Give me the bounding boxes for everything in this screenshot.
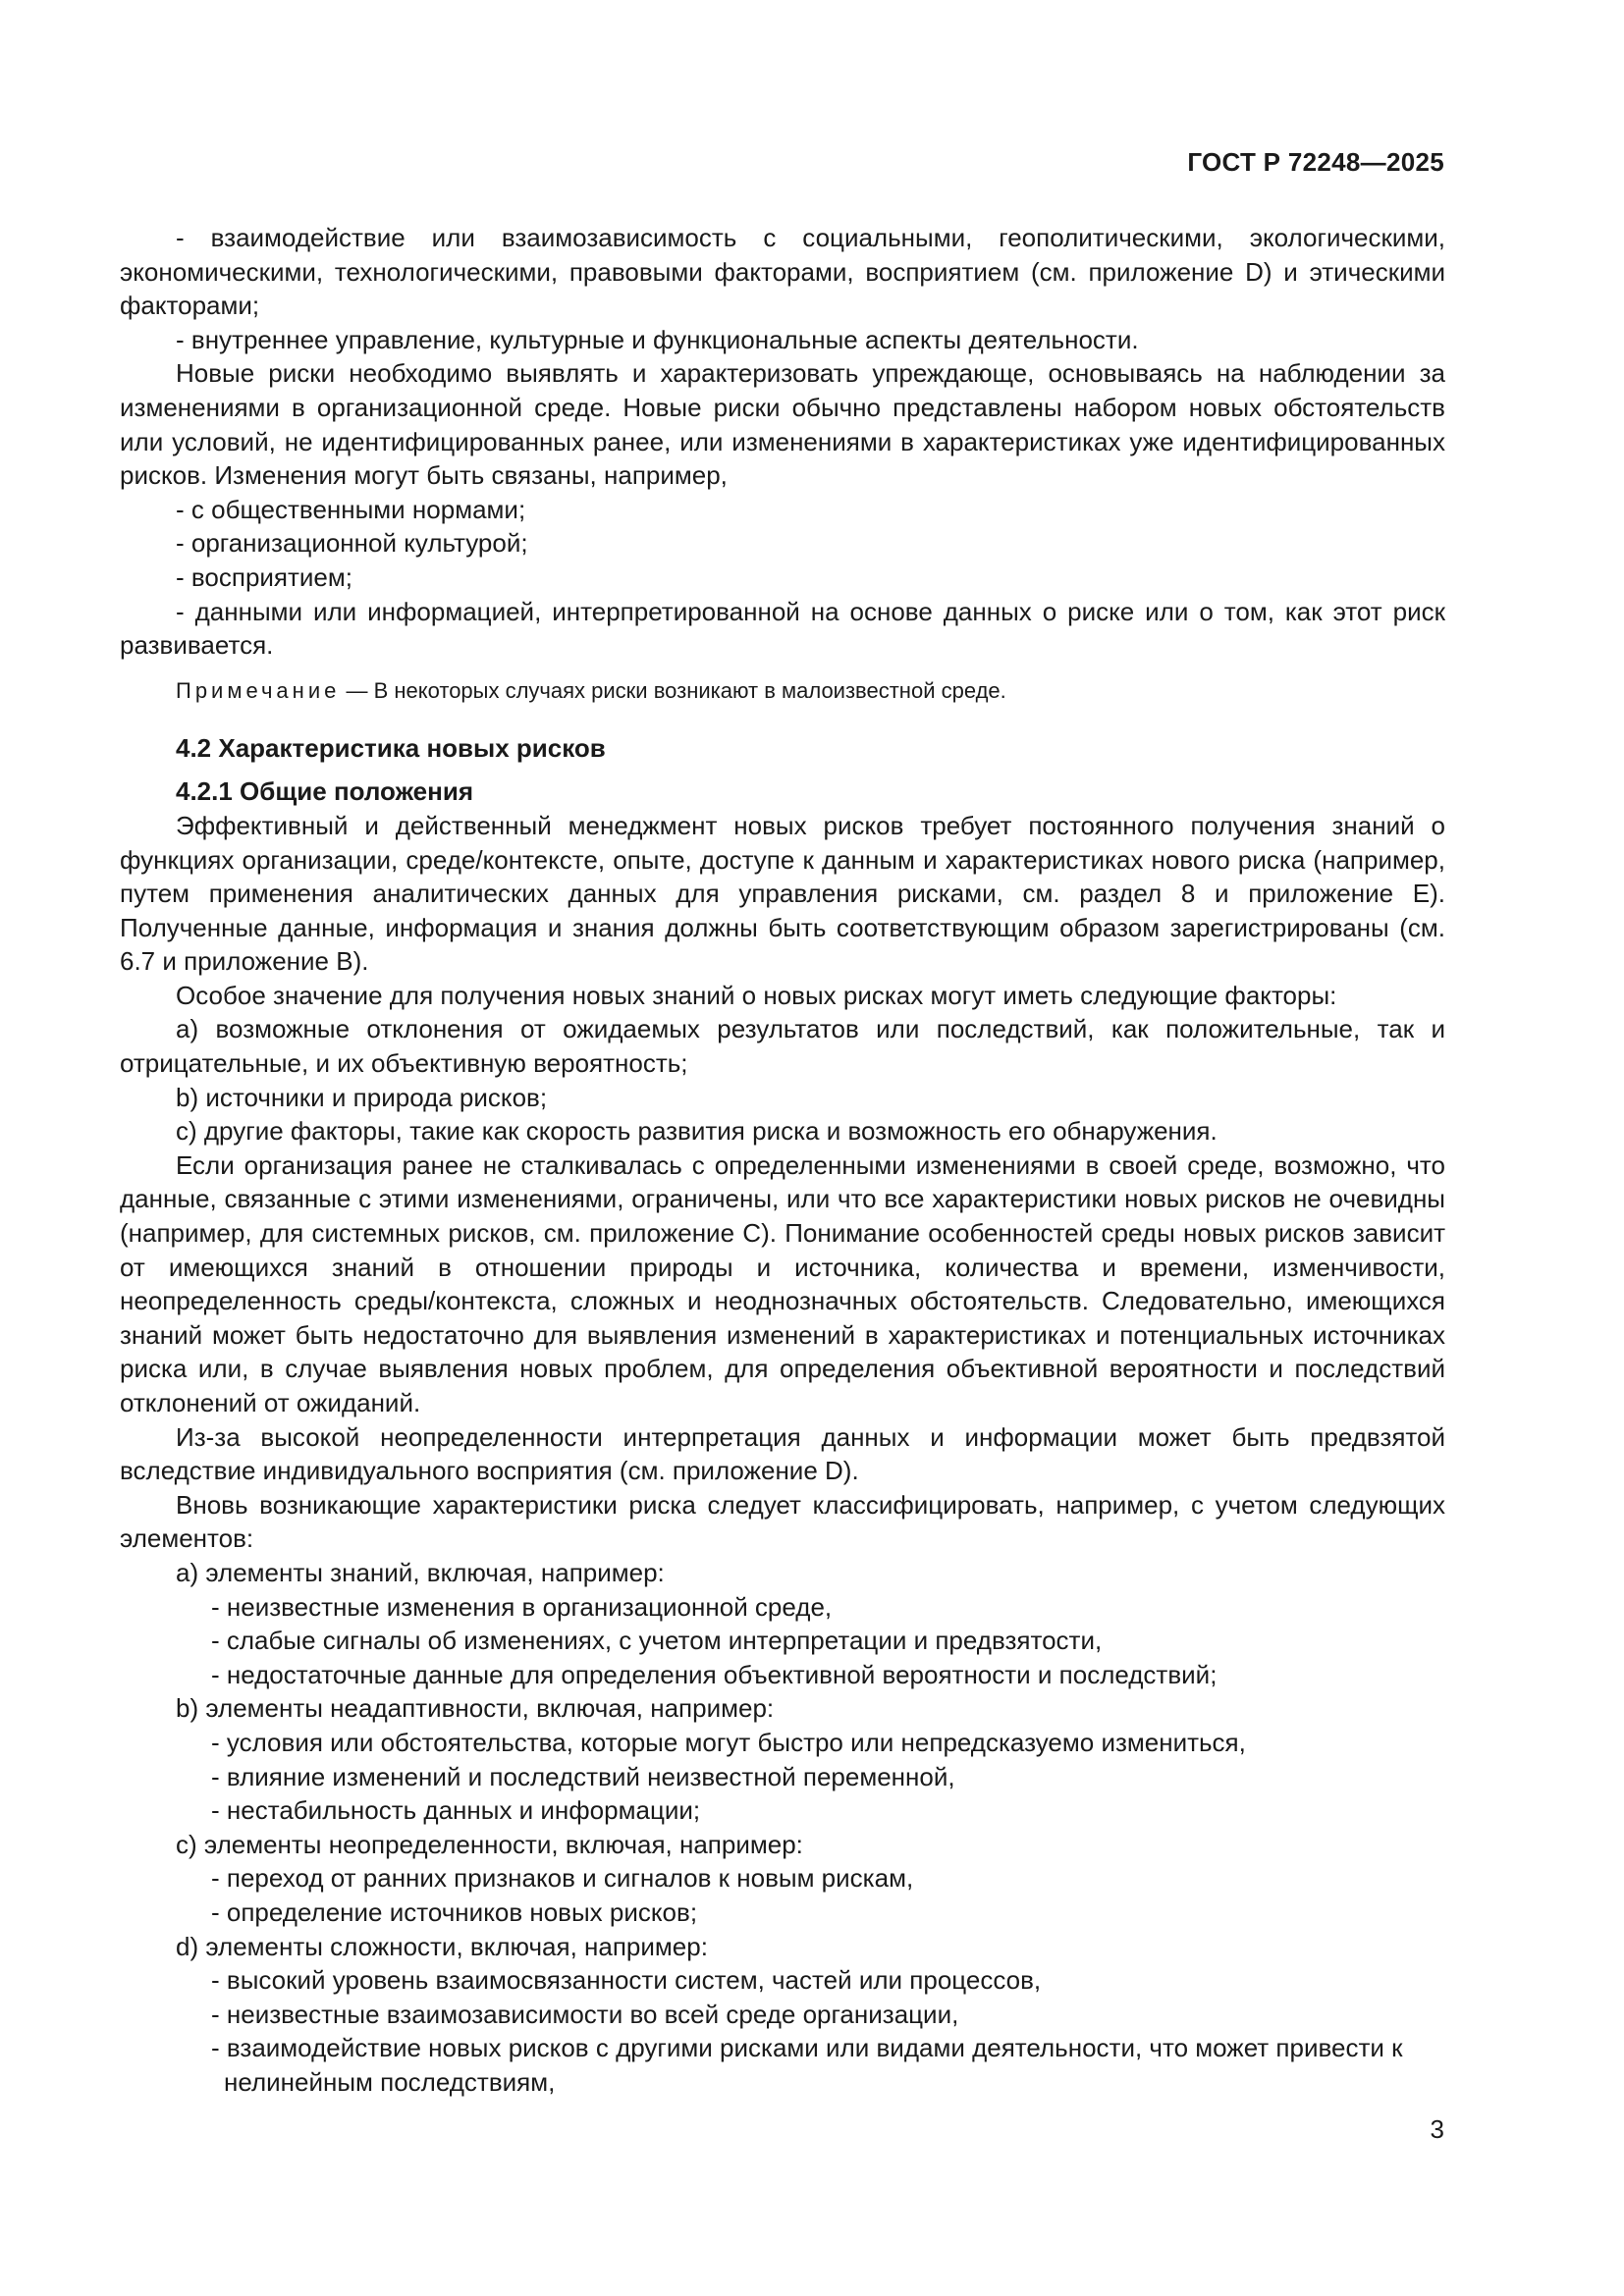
paragraph: Новые риски необходимо выявлять и характеризовать упреждающе, основываясь на наблюдении за изменениями в организационной среде. Новые риски обычно представлены набором новых обстоятельств или условий, не идентифицированных ранее, или изменениями в характеристиках уже идентифицированных рисков. Изменения могут быть связаны, например, (120, 358, 1445, 491)
sub-list-item: - недостаточные данные для определения объективной вероятности и последствий; (211, 1659, 1218, 1689)
sub-list-item: - переход от ранних признаков и сигналов к новым рискам, (211, 1863, 914, 1894)
paragraph: - взаимодействие или взаимозависимость с социальными, геополитическими, экологическими, экономическими, технологическими, правовыми факторами, восприятием (см. приложение D) и этическими факторами; (120, 223, 1445, 321)
list-item: b) источники и природа рисков; (176, 1082, 548, 1112)
list-item: - организационной культурой; (176, 528, 528, 559)
note (120, 676, 1445, 706)
list-item: - с общественными нормами; (176, 494, 526, 524)
page-number: 3 (1430, 2114, 1444, 2144)
paragraph: Вновь возникающие характеристики риска следует классифицировать, например, с учетом следующих элементов: (120, 1489, 1445, 1554)
sub-list-item: - взаимодействие новых рисков с другими рисками или видами деятельности, что может привести к нелинейным последствиям, (211, 2033, 1403, 2097)
list-item: - восприятием; (176, 561, 352, 592)
paragraph: Если организация ранее не сталкивалась с определенными изменениями в своей среде, возможно, что данные, связанные с этими изменениями, ограничены, или что все характеристики новых рисков не очевидны (например, для системных рисков, см. приложение C). Понимание особенностей среды новых рисков зависит от имеющихся знаний в отношении природы и источника, количества и времени, изменчивости, неопределенность среды/контекста, сложных и неоднозначных обстоятельств. Следовательно, имеющихся знаний может быть недостаточно для выявления изменений в характеристиках и потенциальных источниках риска или, в случае выявления новых проблем, для определения объективной вероятности и последствий отклонений от ожиданий. (120, 1149, 1445, 1417)
section-heading: 4.2 Характеристика новых рисков (176, 732, 606, 763)
list-item: c) другие факторы, такие как скорость развития риска и возможность его обнаружения. (176, 1116, 1218, 1147)
note-text: — В некоторых случаях риски возникают в малоизвестной среде. (340, 677, 1006, 703)
list-item: b) элементы неадаптивности, включая, например: (176, 1693, 775, 1724)
sub-list-item: - влияние изменений и последствий неизвестной переменной, (211, 1761, 955, 1791)
sub-list-item: - условия или обстоятельства, которые могут быстро или непредсказуемо измениться, (211, 1727, 1246, 1757)
list-item: - внутреннее управление, культурные и функциональные аспекты деятельности. (176, 324, 1139, 354)
paragraph: Эффективный и действенный менеджмент новых рисков требует постоянного получения знаний о функциях организации, среде/контексте, опыте, доступе к данным и характеристиках нового риска (например, путем применения аналитических данных для управления рисками, см. раздел 8 и приложение E). Полученные данные, информация и знания должны быть соответствующим образом зарегистрированы (см. 6.7 и приложение B). (120, 810, 1445, 977)
paragraph: - данными или информацией, интерпретированной на основе данных о риске или о том, как этот риск развивается. (120, 596, 1445, 661)
document-code: ГОСТ Р 72248—2025 (1187, 147, 1444, 177)
paragraph: Особое значение для получения новых знаний о новых рисках могут иметь следующие факторы: (176, 980, 1337, 1010)
page-content (120, 221, 1445, 2099)
list-item: d) элементы сложности, включая, например: (176, 1931, 708, 1961)
sub-list-item: - нестабильность данных и информации; (211, 1795, 701, 1826)
sub-list-item: - неизвестные изменения в организационной среде, (211, 1591, 833, 1622)
note-label: Примечание (176, 677, 341, 703)
list-item: a) элементы знаний, включая, например: (176, 1557, 665, 1587)
subsection-heading: 4.2.1 Общие положения (176, 776, 473, 807)
paragraph: Из-за высокой неопределенности интерпретация данных и информации может быть предвзятой вследствие индивидуального восприятия (см. приложение D). (120, 1421, 1445, 1486)
sub-list-item: - слабые сигналы об изменениях, с учетом интерпретации и предвзятости, (211, 1626, 1103, 1656)
list-item: c) элементы неопределенности, включая, например: (176, 1829, 803, 1859)
sub-list-item: - неизвестные взаимозависимости во всей среде организации, (211, 1999, 959, 2029)
sub-list-item: - определение источников новых рисков; (211, 1896, 698, 1927)
sub-list-item: - высокий уровень взаимосвязанности систем, частей или процессов, (211, 1965, 1042, 1996)
list-item: a) возможные отклонения от ожидаемых результатов или последствий, как положительные, так и отрицательные, и их объективную вероятность; (120, 1014, 1445, 1079)
